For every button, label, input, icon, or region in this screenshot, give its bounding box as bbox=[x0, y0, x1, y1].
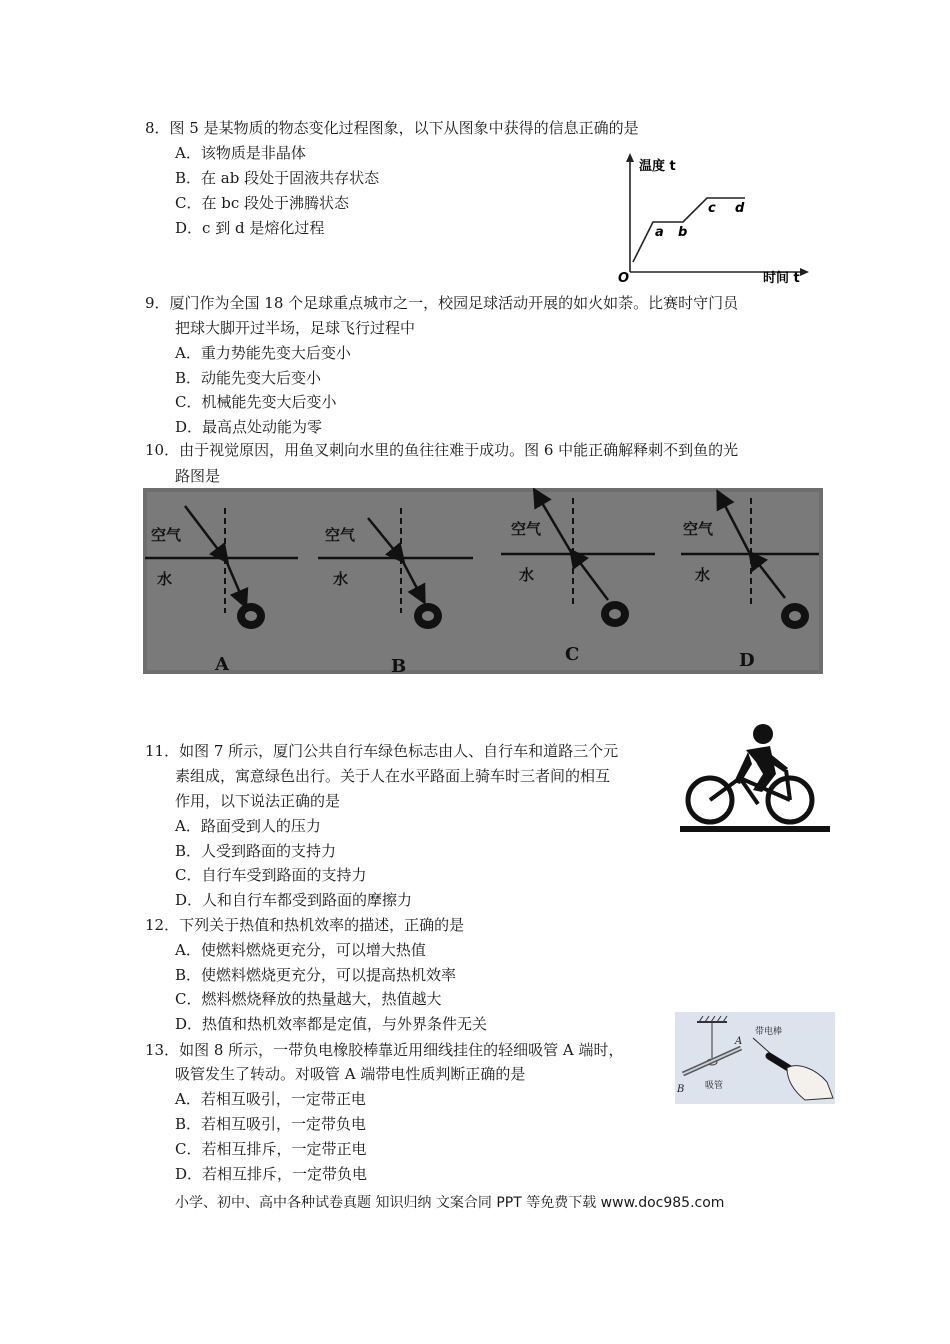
q13-stem-cont: 吸管发生了转动。对吸管 A 端带电性质判断正确的是 bbox=[175, 1065, 526, 1083]
q11-option-a: A．路面受到人的压力 bbox=[175, 817, 321, 835]
panel-d-air-label: 空气 bbox=[683, 520, 714, 538]
panel-a-air-label: 空气 bbox=[151, 526, 182, 544]
q13-end-b-label: B bbox=[677, 1084, 685, 1095]
panel-b-air-label: 空气 bbox=[325, 526, 356, 544]
q11-option-d: D．人和自行车都受到路面的摩擦力 bbox=[175, 891, 413, 909]
graph-xlabel: 时间 t bbox=[763, 271, 800, 285]
q13-option-b: B．若相互吸引，一定带负电 bbox=[175, 1115, 367, 1133]
page-footer: 小学、初中、高中各种试卷真题 知识归纳 文案合同 PPT 等免费下载 www.doc985.com bbox=[175, 1195, 725, 1211]
panel-c-label: C bbox=[565, 644, 580, 665]
panel-b-water-label: 水 bbox=[333, 570, 349, 588]
panel-a-water-label: 水 bbox=[157, 570, 173, 588]
q9-option-d: D．最高点处动能为零 bbox=[175, 418, 323, 436]
graph-point-a: a bbox=[655, 225, 664, 240]
q11-stem: 11．如图 7 所示，厦门公共自行车绿色标志由人、自行车和道路三个元 bbox=[145, 742, 619, 760]
q9-stem: 9．厦门作为全国 18 个足球重点城市之一，校园足球活动开展的如火如荼。比赛时守门员 bbox=[145, 294, 739, 312]
q8-stem: 8．图 5 是某物质的物态变化过程图象，以下从图象中获得的信息正确的是 bbox=[145, 119, 639, 137]
q12-stem: 12．下列关于热值和热机效率的描述，正确的是 bbox=[145, 916, 465, 934]
panel-c-air-label: 空气 bbox=[511, 520, 542, 538]
graph-point-b: b bbox=[678, 225, 688, 240]
graph-ylabel: 温度 t bbox=[639, 159, 676, 174]
graph-point-d: d bbox=[735, 201, 745, 216]
panel-b-label: B bbox=[391, 656, 407, 674]
q9-option-c: C．机械能先变大后变小 bbox=[175, 393, 337, 411]
q12-option-a: A．使燃料燃烧更充分，可以增大热值 bbox=[175, 941, 426, 959]
q12-option-b: B．使燃料燃烧更充分，可以提高热机效率 bbox=[175, 966, 457, 984]
q13-option-a: A．若相互吸引，一定带正电 bbox=[175, 1090, 366, 1108]
q11-option-b: B．人受到路面的支持力 bbox=[175, 842, 337, 860]
q8-temperature-graph bbox=[615, 150, 815, 285]
q13-straw-label: 吸管 bbox=[705, 1081, 724, 1091]
panel-d-water-label: 水 bbox=[695, 566, 711, 584]
q11-option-c: C．自行车受到路面的支持力 bbox=[175, 866, 367, 884]
graph-point-c: c bbox=[708, 201, 716, 216]
q11-stem-cont-2: 作用，以下说法正确的是 bbox=[175, 792, 341, 810]
panel-c-water-label: 水 bbox=[519, 566, 535, 584]
q9-option-b: B．动能先变大后变小 bbox=[175, 369, 322, 387]
q13-end-a-label: A bbox=[735, 1036, 743, 1047]
q13-charged-rod-figure bbox=[675, 1012, 835, 1104]
graph-origin: O bbox=[618, 271, 630, 285]
q13-rod-label: 带电棒 bbox=[755, 1027, 783, 1037]
q8-option-d: D．c 到 d 是熔化过程 bbox=[175, 219, 325, 237]
q13-option-d: D．若相互排斥，一定带负电 bbox=[175, 1165, 368, 1183]
q10-stem-cont: 路图是 bbox=[175, 467, 221, 485]
q9-option-a: A．重力势能先变大后变小 bbox=[175, 344, 351, 362]
q10-stem: 10．由于视觉原因，用鱼叉刺向水里的鱼往往难于成功。图 6 中能正确解释刺不到鱼的光 bbox=[145, 441, 739, 459]
q8-option-b: B．在 ab 段处于固液共存状态 bbox=[175, 169, 380, 187]
q13-stem: 13．如图 8 所示，一带负电橡胶棒靠近用细线挂住的轻细吸管 A 端时， bbox=[145, 1041, 624, 1059]
q12-option-d: D．热值和热机效率都是定值，与外界条件无关 bbox=[175, 1015, 488, 1033]
panel-d-label: D bbox=[739, 650, 755, 671]
q8-option-a: A．该物质是非晶体 bbox=[175, 144, 306, 162]
q9-stem-cont: 把球大脚开过半场，足球飞行过程中 bbox=[175, 319, 416, 337]
q8-option-c: C．在 bc 段处于沸腾状态 bbox=[175, 194, 350, 212]
q12-option-c: C．燃料燃烧释放的热量越大，热值越大 bbox=[175, 990, 442, 1008]
q10-light-path-figure bbox=[143, 488, 823, 674]
q11-stem-cont-1: 素组成，寓意绿色出行。关于人在水平路面上骑车时三者间的相互 bbox=[175, 767, 611, 785]
panel-a-label: A bbox=[215, 654, 229, 674]
q13-option-c: C．若相互排斥，一定带正电 bbox=[175, 1140, 367, 1158]
q11-bicycle-logo bbox=[678, 722, 833, 834]
